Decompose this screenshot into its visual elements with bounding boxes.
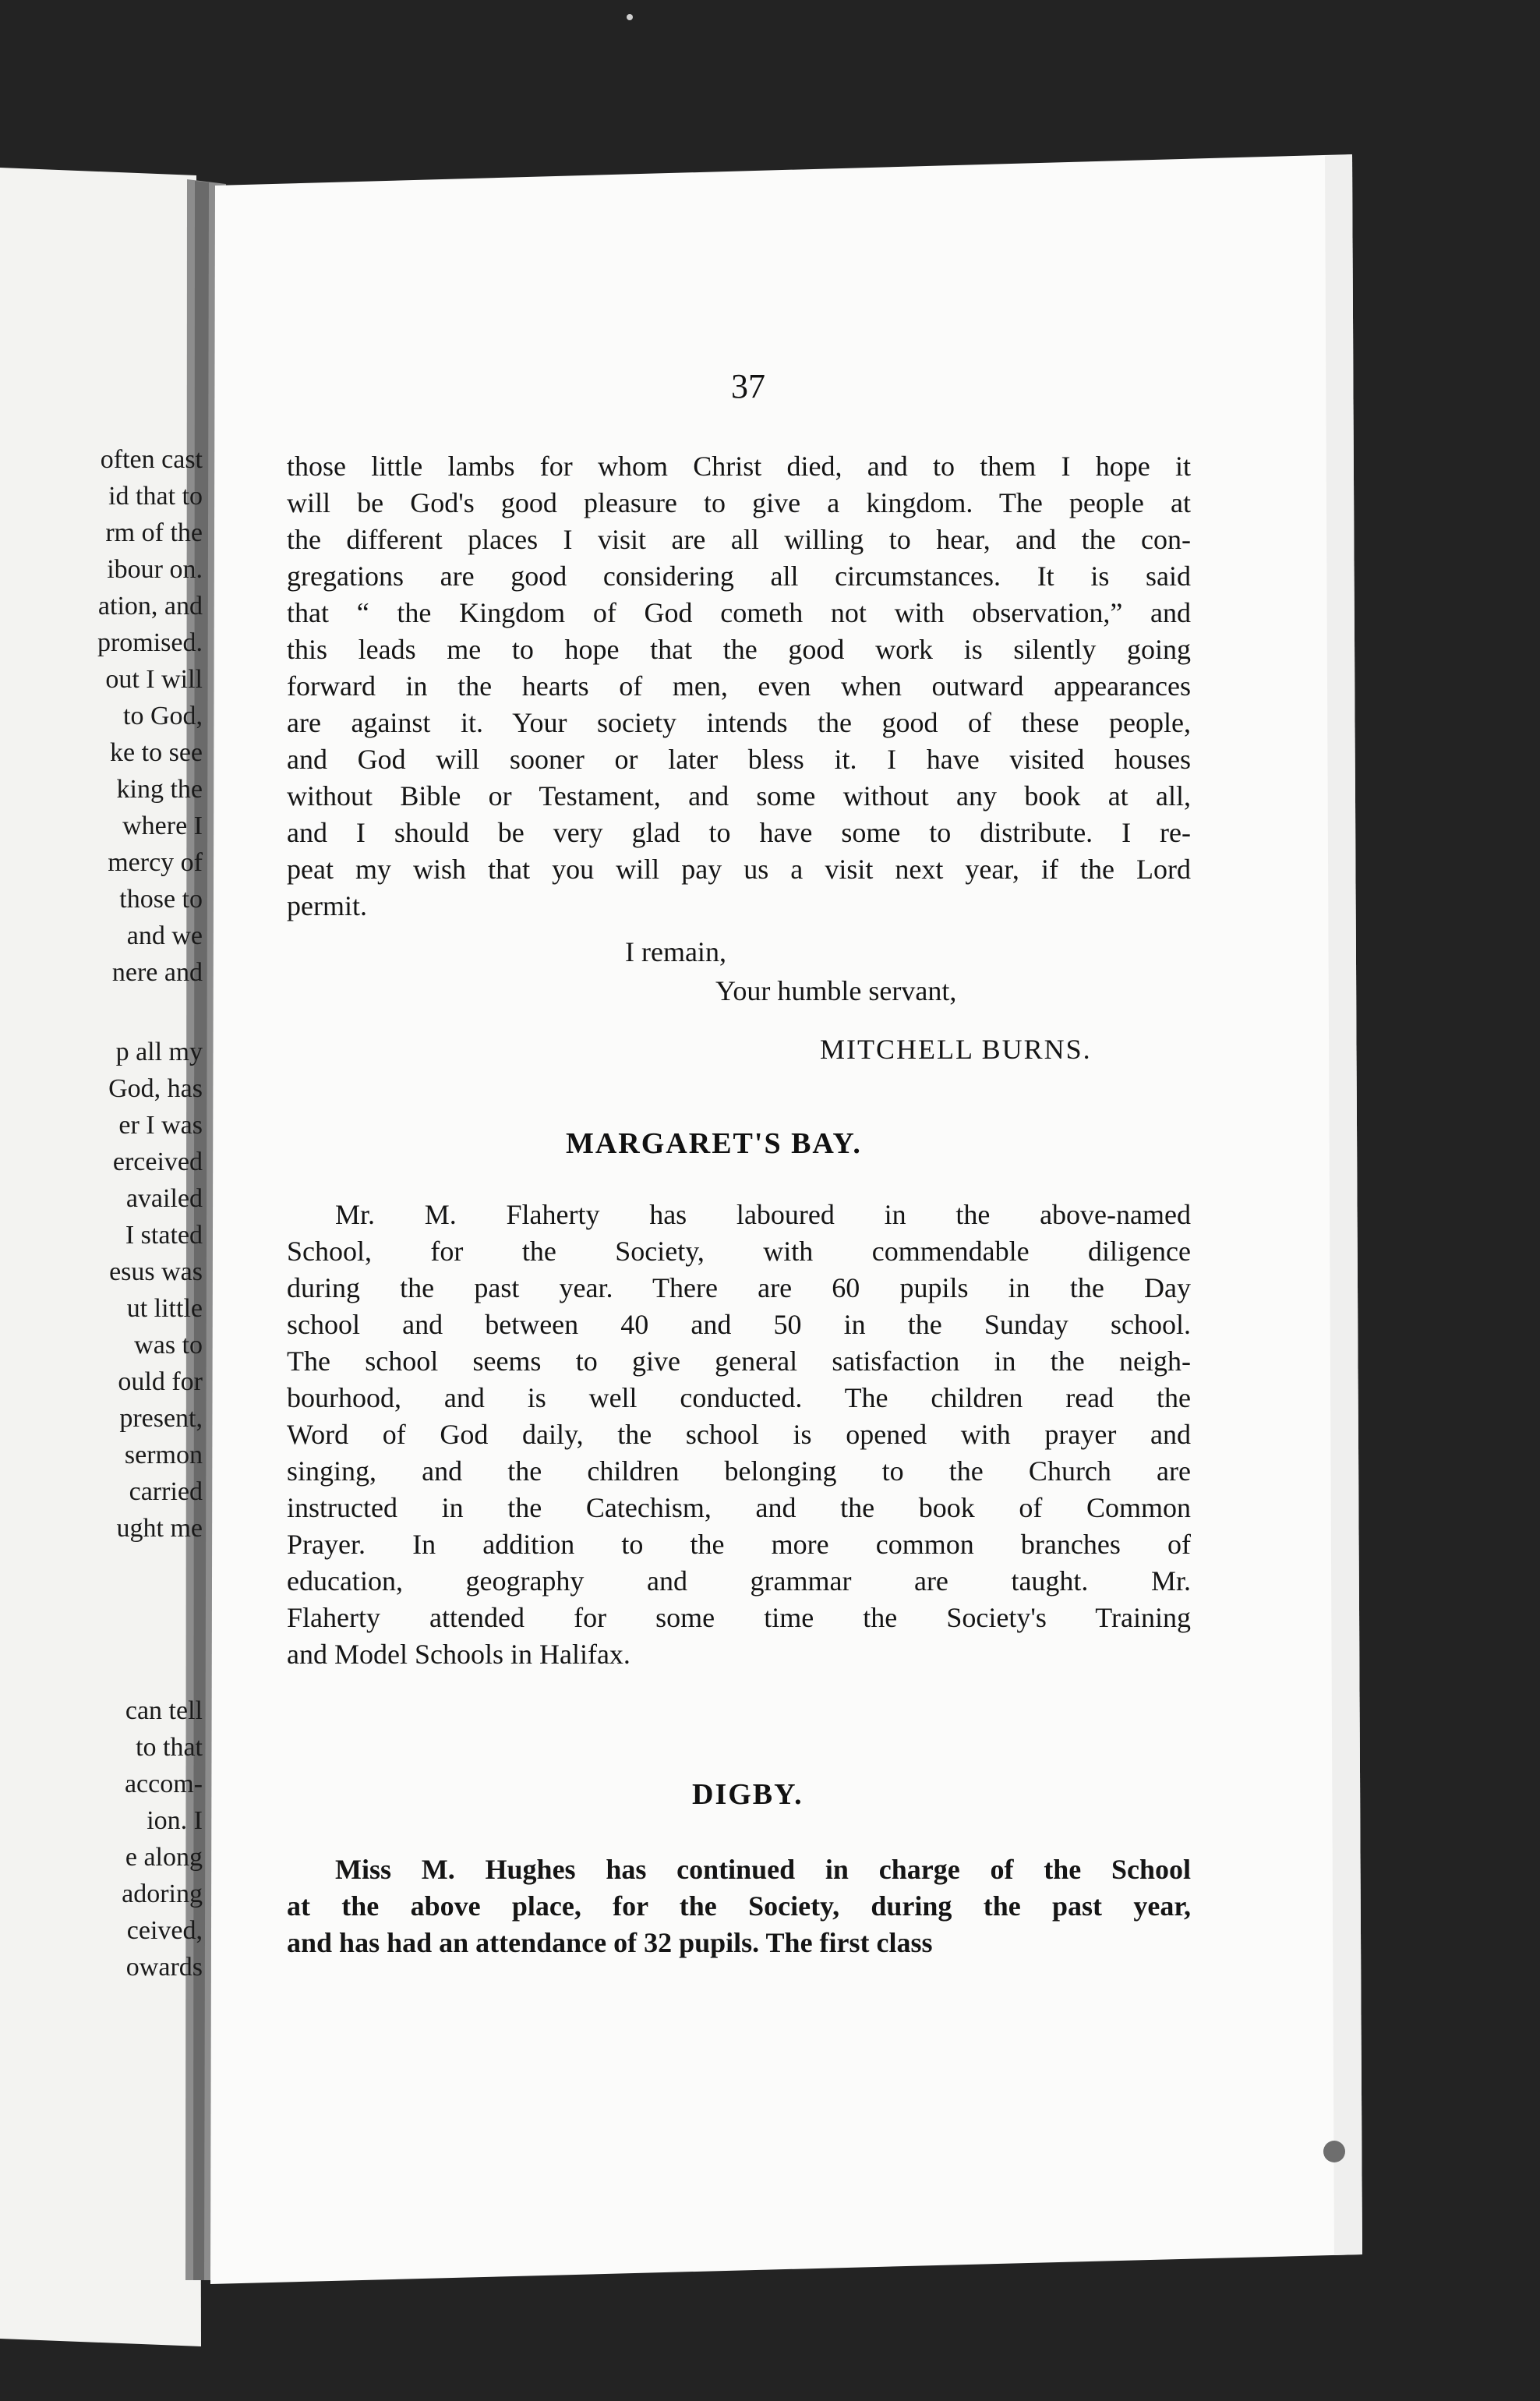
text-line: and I should be very glad to have some to distribute. I re- [287, 817, 1191, 848]
digby-paragraph [287, 1851, 1191, 1961]
text-line: School, for the Society, with commendable diligence [287, 1236, 1191, 1267]
heading-margarets-bay: MARGARET'S BAY. [566, 1127, 862, 1160]
left-page-line: can tell [125, 1696, 203, 1725]
left-page-line: ation, and [97, 592, 203, 621]
text-line: the different places I visit are all willing to hear, and the con- [287, 524, 1191, 555]
left-page-line: adoring [122, 1879, 203, 1908]
text-line: and Model Schools in Halifax. [287, 1639, 630, 1670]
page-number: 37 [731, 367, 765, 405]
text-line: peat my wish that you will pay us a visit next year, if the Lord [287, 854, 1191, 885]
text-line: will be God's good pleasure to give a kingdom. The people at [287, 487, 1191, 518]
left-page-line: er I was [118, 1111, 203, 1140]
left-page-line: owards [125, 1953, 203, 1982]
left-page-line: id that to [108, 482, 203, 511]
left-page-line: nere and [111, 958, 203, 987]
left-page-line: out I will [105, 665, 203, 694]
text-line: permit. [287, 890, 367, 921]
text-line: this leads me to hope that the good work is silently going [287, 634, 1191, 665]
left-page-line: ould for [118, 1367, 203, 1396]
letter-paragraph [287, 448, 1191, 925]
left-page-line: ibour on. [107, 555, 203, 584]
left-page-line: where I [122, 812, 203, 840]
left-page-line: I stated [125, 1221, 203, 1250]
text-line: gregations are good considering all circumstances. It is said [287, 560, 1191, 592]
left-page-line: and we [126, 921, 203, 950]
left-page-line: ion. I [147, 1806, 203, 1835]
left-page-line: God, has [108, 1074, 203, 1103]
text-line: singing, and the children belonging to the Church are [287, 1455, 1191, 1487]
heading-digby: DIGBY. [692, 1778, 804, 1811]
text-line: bourhood, and is well conducted. The children read the [287, 1382, 1191, 1413]
left-page-line: ceived, [126, 1916, 203, 1945]
left-page-line: availed [125, 1184, 203, 1213]
left-page-line: ke to see [110, 738, 203, 767]
left-page-line: was to [134, 1331, 203, 1360]
closing-valediction: Your humble servant, [715, 975, 957, 1006]
left-page-line: accom- [124, 1770, 203, 1798]
text-line: instructed in the Catechism, and the book of Common [287, 1492, 1191, 1523]
closing-remain: I remain, [625, 936, 726, 967]
text-line: forward in the hearts of men, even when outward appearances [287, 670, 1191, 702]
left-page-line: to God, [123, 702, 203, 730]
text-line: those little lambs for whom Christ died, and to them I hope it [287, 451, 1191, 482]
left-page-line: ught me [116, 1514, 203, 1543]
text-line: The school seems to give general satisfaction in the neigh- [287, 1345, 1191, 1377]
text-line: without Bible or Testament, and some without any book at all, [287, 780, 1191, 812]
text-line: Miss M. Hughes has continued in charge of the School [335, 1854, 1191, 1885]
left-page-line: rm of the [105, 518, 203, 547]
text-line: Mr. M. Flaherty has laboured in the above-named [335, 1199, 1191, 1230]
left-page-line: sermon [124, 1441, 203, 1469]
left-page-line: promised. [97, 628, 203, 657]
left-page-line: erceived [112, 1147, 203, 1176]
left-page-line: esus was [109, 1257, 203, 1286]
text-line: Prayer. In addition to the more common branches of [287, 1529, 1191, 1560]
left-page-line: to that [136, 1733, 203, 1762]
text-line: that “ the Kingdom of God cometh not with observation,” and [287, 597, 1191, 628]
right-page [203, 156, 1356, 2339]
text-line: and God will sooner or later bless it. I have visited houses [287, 744, 1191, 775]
margarets-bay-paragraph [287, 1197, 1191, 1673]
text-line: school and between 40 and 50 in the Sunday school. [287, 1309, 1191, 1340]
text-line: at the above place, for the Society, during the past year, [287, 1890, 1191, 1922]
text-line: education, geography and grammar are taught. Mr. [287, 1565, 1191, 1597]
left-page-line: ut little [126, 1294, 203, 1323]
text-line: Flaherty attended for some time the Society's Training [287, 1602, 1191, 1633]
left-page-line: often cast [100, 445, 203, 474]
left-page-line: carried [129, 1477, 203, 1506]
text-line: during the past year. There are 60 pupils in the Day [287, 1272, 1191, 1303]
left-page-line: present, [119, 1404, 203, 1433]
left-page-line: those to [119, 885, 203, 914]
left-page-text [0, 0, 203, 2401]
text-line: and has had an attendance of 32 pupils. The first class [287, 1927, 933, 1958]
signature: MITCHELL BURNS. [820, 1034, 1092, 1065]
left-page-line: mercy of [108, 848, 203, 877]
left-page-line: king the [116, 775, 203, 804]
left-page-line: p all my [115, 1038, 203, 1066]
left-page-line: e along [125, 1843, 203, 1872]
text-line: Word of God daily, the school is opened with prayer and [287, 1419, 1191, 1450]
text-line: are against it. Your society intends the good of these people, [287, 707, 1191, 738]
